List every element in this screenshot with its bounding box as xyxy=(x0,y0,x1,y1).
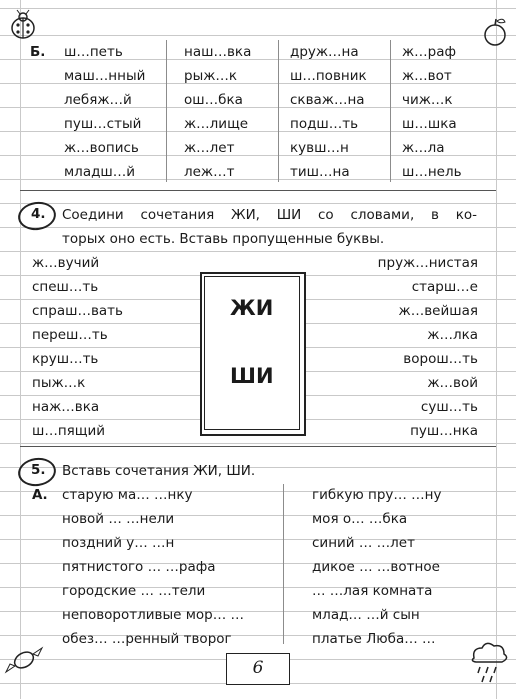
word-left: пыж…к xyxy=(32,375,86,391)
word: лебяж…й xyxy=(64,92,132,108)
word: ш…нель xyxy=(402,164,462,180)
section-b-label: Б. xyxy=(30,44,46,60)
task-4-number: 4. xyxy=(31,206,46,222)
word-left: круш…ть xyxy=(32,351,99,367)
section-a-label: А. xyxy=(32,487,48,503)
phrase-left: городские … …тели xyxy=(62,583,206,599)
ladybug-icon xyxy=(6,8,40,42)
task-5-number: 5. xyxy=(31,462,46,478)
word-left: спраш…вать xyxy=(32,303,123,319)
task-4-instruction-line1: Соедини сочетания ЖИ, ШИ со словами, в ко- xyxy=(62,207,477,223)
word: ж…лище xyxy=(184,116,249,132)
word: чиж…к xyxy=(402,92,453,108)
word: ж…ла xyxy=(402,140,445,156)
word-right: ж…вой xyxy=(427,375,478,391)
word: друж…на xyxy=(290,44,359,60)
word: ж…вот xyxy=(402,68,452,84)
word: ош…бка xyxy=(184,92,243,108)
word-left: наж…вка xyxy=(32,399,100,415)
task-5-instruction: Вставь сочетания ЖИ, ШИ. xyxy=(62,463,256,479)
word-right: суш…ть xyxy=(420,399,478,415)
word: ж…лет xyxy=(184,140,235,156)
word-right: ж…лка xyxy=(427,327,478,343)
syllable-shi: ШИ xyxy=(230,364,274,388)
word-left: переш…ть xyxy=(32,327,108,343)
phrase-left: поздний у… …н xyxy=(62,535,175,551)
phrase-left: неповоротливые мор… … xyxy=(62,607,245,623)
word: ш…шка xyxy=(402,116,457,132)
word: подш…ть xyxy=(290,116,359,132)
word: ж…раф xyxy=(402,44,457,60)
section-divider xyxy=(20,446,496,447)
rain-cloud-icon xyxy=(466,638,512,686)
word-right: пруж…нистая xyxy=(377,255,478,271)
section-divider xyxy=(20,190,496,191)
phrase-left: обез… …ренный творог xyxy=(62,631,232,647)
word-left: спеш…ть xyxy=(32,279,99,295)
page-number: 6 xyxy=(252,658,264,678)
word-left: ш…пящий xyxy=(32,423,106,439)
word-right: ворош…ть xyxy=(403,351,478,367)
phrase-right: платье Люба… … xyxy=(312,631,436,647)
word: кувш…н xyxy=(290,140,349,156)
word-right: старш…е xyxy=(411,279,478,295)
word-right: ж…вейшая xyxy=(398,303,478,319)
phrase-left: новой … …нели xyxy=(62,511,175,527)
column-divider xyxy=(390,40,391,182)
phrase-right: гибкую пру… …ну xyxy=(312,487,442,503)
word-left: ж…вучий xyxy=(32,255,100,271)
word: ш…петь xyxy=(64,44,123,60)
word: маш…нный xyxy=(64,68,146,84)
word: тиш…на xyxy=(290,164,350,180)
phrase-right: синий … …лет xyxy=(312,535,415,551)
word: ш…повник xyxy=(290,68,367,84)
word: младш…й xyxy=(64,164,136,180)
word: скваж…на xyxy=(290,92,365,108)
phrase-left: пятнистого … …рафа xyxy=(62,559,216,575)
margin-line-right xyxy=(496,0,497,699)
candy-icon xyxy=(2,642,46,678)
word: леж…т xyxy=(184,164,235,180)
task-4-instruction-line2: торых оно есть. Вставь пропущенные буквы. xyxy=(62,231,385,247)
word: пуш…стый xyxy=(64,116,142,132)
phrase-right: дикое … …вотное xyxy=(312,559,440,575)
phrase-right: млад… …й сын xyxy=(312,607,420,623)
syllable-zhi: ЖИ xyxy=(230,296,274,320)
column-divider xyxy=(166,40,167,182)
margin-line-left xyxy=(20,0,21,699)
column-divider xyxy=(283,484,284,644)
word: рыж…к xyxy=(184,68,238,84)
word: наш…вка xyxy=(184,44,252,60)
word-right: пуш…нка xyxy=(410,423,478,439)
phrase-right: моя о… …бка xyxy=(312,511,408,527)
phrase-left: старую ма… …нку xyxy=(62,487,193,503)
column-divider xyxy=(278,40,279,182)
word: ж…вопись xyxy=(64,140,139,156)
apple-icon xyxy=(478,14,512,48)
phrase-right: … …лая комната xyxy=(312,583,433,599)
